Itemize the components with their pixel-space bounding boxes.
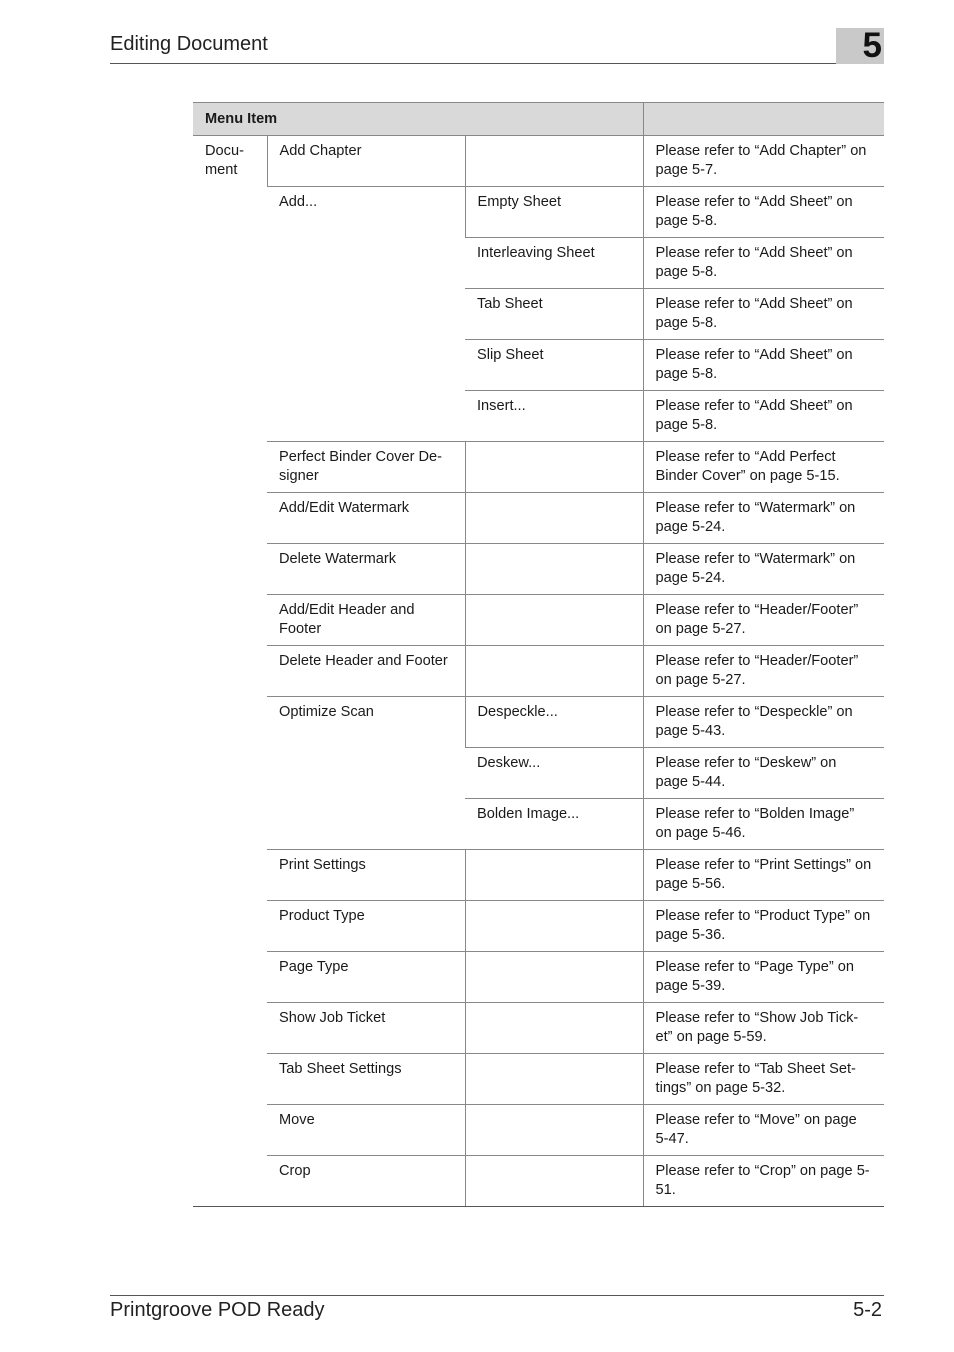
reference-cell: Please refer to “Watermark” on page 5-24. bbox=[643, 493, 884, 544]
submenu-item-cell bbox=[465, 1156, 643, 1207]
table-row bbox=[193, 697, 884, 748]
chapter-badge bbox=[836, 28, 884, 64]
reference-cell: Please refer to “Bolden Image” on page 5-46. bbox=[643, 799, 884, 850]
table-row bbox=[193, 1054, 884, 1105]
page-footer bbox=[110, 1295, 884, 1321]
table-row bbox=[193, 1105, 884, 1156]
table-row bbox=[193, 646, 884, 697]
submenu-item-cell: Insert... bbox=[465, 391, 643, 442]
menu-item-cell: Optimize Scan bbox=[267, 697, 465, 850]
product-name: Printgroove POD Ready bbox=[110, 1299, 325, 1321]
reference-cell: Please refer to “Print Settings” on page 5-56. bbox=[643, 850, 884, 901]
submenu-item-cell bbox=[465, 1105, 643, 1156]
submenu-item-cell: Deskew... bbox=[465, 748, 643, 799]
submenu-item-cell: Interleaving Sheet bbox=[465, 238, 643, 289]
reference-cell: Please refer to “Add Chapter” on page 5-7. bbox=[643, 136, 884, 187]
table-row bbox=[193, 493, 884, 544]
menu-item-cell: Perfect Binder Cover De- signer bbox=[267, 442, 465, 493]
reference-cell: Please refer to “Deskew” on page 5-44. bbox=[643, 748, 884, 799]
reference-cell: Please refer to “Header/Footer” on page 5-27. bbox=[643, 595, 884, 646]
submenu-item-cell bbox=[465, 901, 643, 952]
table-row bbox=[193, 442, 884, 493]
table-row bbox=[193, 187, 884, 238]
menu-item-cell: Tab Sheet Settings bbox=[267, 1054, 465, 1105]
submenu-item-cell: Bolden Image... bbox=[465, 799, 643, 850]
table-row bbox=[193, 544, 884, 595]
submenu-item-cell bbox=[465, 544, 643, 595]
menu-item-cell: Move bbox=[267, 1105, 465, 1156]
section-title: Editing Document bbox=[110, 33, 268, 55]
menu-item-header: Menu Item bbox=[193, 103, 643, 136]
submenu-item-cell: Empty Sheet bbox=[465, 187, 643, 238]
table-row bbox=[193, 901, 884, 952]
menu-item-cell: Delete Header and Footer bbox=[267, 646, 465, 697]
submenu-item-cell bbox=[465, 646, 643, 697]
menu-item-cell: Crop bbox=[267, 1156, 465, 1207]
reference-cell: Please refer to “Crop” on page 5-51. bbox=[643, 1156, 884, 1207]
table-row bbox=[193, 595, 884, 646]
table-row bbox=[193, 952, 884, 1003]
submenu-item-cell bbox=[465, 136, 643, 187]
submenu-item-cell bbox=[465, 595, 643, 646]
menu-item-cell: Show Job Ticket bbox=[267, 1003, 465, 1054]
table-row bbox=[193, 1156, 884, 1207]
reference-cell: Please refer to “Add Sheet” on page 5-8. bbox=[643, 289, 884, 340]
menu-item-cell: Print Settings bbox=[267, 850, 465, 901]
submenu-item-cell: Tab Sheet bbox=[465, 289, 643, 340]
reference-cell: Please refer to “Tab Sheet Set- tings” on page 5-32. bbox=[643, 1054, 884, 1105]
submenu-item-cell bbox=[465, 493, 643, 544]
chapter-number: 5 bbox=[862, 26, 882, 65]
reference-cell: Please refer to “Move” on page 5-47. bbox=[643, 1105, 884, 1156]
submenu-item-cell bbox=[465, 442, 643, 493]
reference-cell: Please refer to “Watermark” on page 5-24. bbox=[643, 544, 884, 595]
reference-cell: Please refer to “Add Sheet” on page 5-8. bbox=[643, 340, 884, 391]
menu-item-cell: Add... bbox=[267, 187, 465, 442]
menu-item-cell: Add/Edit Header and Footer bbox=[267, 595, 465, 646]
table-header-row bbox=[193, 103, 884, 136]
reference-cell: Please refer to “Despeckle” on page 5-43. bbox=[643, 697, 884, 748]
reference-cell: Please refer to “Add Sheet” on page 5-8. bbox=[643, 187, 884, 238]
submenu-item-cell bbox=[465, 1003, 643, 1054]
menu-item-cell: Product Type bbox=[267, 901, 465, 952]
menu-table bbox=[193, 102, 884, 1207]
submenu-item-cell bbox=[465, 850, 643, 901]
reference-cell: Please refer to “Add Sheet” on page 5-8. bbox=[643, 391, 884, 442]
menu-item-cell: Add/Edit Watermark bbox=[267, 493, 465, 544]
table-row bbox=[193, 850, 884, 901]
reference-cell: Please refer to “Show Job Tick- et” on page 5-59. bbox=[643, 1003, 884, 1054]
table-row bbox=[193, 136, 884, 187]
page-number: 5-2 bbox=[853, 1299, 882, 1321]
table-row bbox=[193, 1003, 884, 1054]
description-header bbox=[643, 103, 884, 136]
submenu-item-cell bbox=[465, 1054, 643, 1105]
reference-cell: Please refer to “Add Sheet” on page 5-8. bbox=[643, 238, 884, 289]
reference-cell: Please refer to “Page Type” on page 5-39. bbox=[643, 952, 884, 1003]
reference-cell: Please refer to “Add Perfect Binder Cover” on page 5-15. bbox=[643, 442, 884, 493]
menu-item-cell: Add Chapter bbox=[267, 136, 465, 187]
reference-cell: Please refer to “Product Type” on page 5-36. bbox=[643, 901, 884, 952]
submenu-item-cell: Despeckle... bbox=[465, 697, 643, 748]
submenu-item-cell bbox=[465, 952, 643, 1003]
menu-name-cell: Docu- ment bbox=[193, 136, 267, 1207]
reference-cell: Please refer to “Header/Footer” on page 5-27. bbox=[643, 646, 884, 697]
menu-item-cell: Page Type bbox=[267, 952, 465, 1003]
page-header bbox=[110, 26, 884, 65]
submenu-item-cell: Slip Sheet bbox=[465, 340, 643, 391]
menu-item-cell: Delete Watermark bbox=[267, 544, 465, 595]
